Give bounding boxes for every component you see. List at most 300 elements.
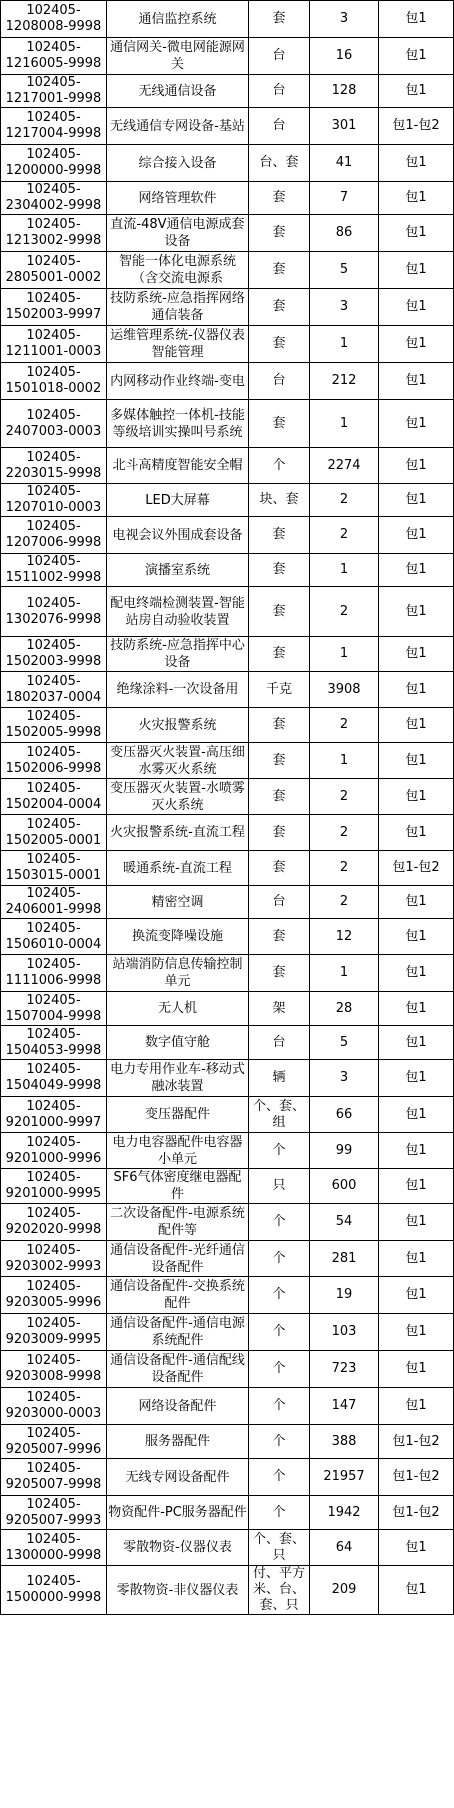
quantity-cell: 1 (310, 955, 379, 992)
table-row (1, 1204, 454, 1241)
material-code-line: 102405- (26, 595, 81, 611)
package-cell: 包1 (379, 448, 454, 484)
material-code-line: 1217004-9998 (5, 126, 102, 141)
material-code-cell (1, 1566, 107, 1615)
unit-cell: 套 (249, 182, 310, 215)
material-code-line: 102405- (26, 1134, 81, 1150)
quantity-cell: 281 (310, 1241, 379, 1277)
quantity-cell: 2 (310, 886, 379, 919)
material-code-cell (1, 215, 107, 252)
quantity-cell: 28 (310, 992, 379, 1026)
table-row (1, 517, 454, 554)
package-cell: 包1 (379, 363, 454, 400)
quantity-cell: 2 (310, 815, 379, 851)
material-name-cell: 通信设备配件-通信配线设备配件 (107, 1351, 249, 1388)
table-row (1, 815, 454, 851)
material-code-cell (1, 108, 107, 145)
material-code-line: 102405- (26, 1353, 81, 1368)
unit-cell: 只 (249, 1169, 310, 1204)
quantity-cell: 212 (310, 363, 379, 400)
table-row (1, 743, 454, 779)
material-code-cell (1, 1097, 107, 1133)
material-code-line: 102405- (26, 1316, 81, 1331)
material-code-line: 102405- (26, 638, 81, 653)
material-code-cell (1, 554, 107, 587)
package-cell: 包1 (379, 182, 454, 215)
package-cell: 包1 (379, 1026, 454, 1060)
table-row (1, 1169, 454, 1204)
material-name-cell: 无线通信设备 (107, 75, 249, 108)
material-name-cell: 通信设备配件-通信电源系统配件 (107, 1314, 249, 1351)
table-row (1, 400, 454, 448)
unit-cell: 台 (249, 363, 310, 400)
material-code-cell (1, 145, 107, 182)
material-code-line: 1213002-9998 (5, 233, 102, 248)
package-cell: 包1 (379, 484, 454, 517)
package-cell: 包1 (379, 955, 454, 992)
material-code-line: 102405- (26, 147, 81, 162)
package-cell: 包1 (379, 1530, 454, 1566)
material-code-line: 102405- (26, 1425, 81, 1441)
unit-cell: 套 (249, 637, 310, 672)
material-name-cell: 换流变降噪设施 (107, 919, 249, 955)
quantity-cell: 5 (310, 252, 379, 289)
material-code-cell (1, 252, 107, 289)
material-code-line: 102405- (26, 110, 81, 125)
quantity-cell: 2274 (310, 448, 379, 484)
quantity-cell: 2 (310, 517, 379, 554)
material-code-line: 1503015-0001 (5, 868, 102, 883)
table-row (1, 587, 454, 637)
table-row (1, 1459, 454, 1496)
quantity-cell: 301 (310, 108, 379, 145)
unit-cell: 套 (249, 779, 310, 815)
material-code-cell (1, 38, 107, 75)
material-code-line: 102405- (26, 254, 81, 269)
package-cell: 包1-包2 (379, 108, 454, 145)
table-row (1, 1425, 454, 1459)
material-code-line: 1802037-0004 (5, 689, 102, 705)
material-code-line: 1501018-0002 (5, 381, 102, 396)
unit-cell: 个 (249, 1133, 310, 1169)
material-name-cell: 变压器配件 (107, 1097, 249, 1133)
material-code-cell (1, 484, 107, 517)
material-code-line: 1502003-9998 (5, 654, 102, 669)
material-code-line: 102405- (26, 217, 81, 232)
quantity-cell: 2 (310, 851, 379, 886)
unit-cell: 套 (249, 517, 310, 554)
material-code-cell (1, 708, 107, 743)
material-code-line: 102405- (26, 365, 81, 380)
material-code-line: 9203008-9998 (5, 1369, 102, 1384)
table-row (1, 554, 454, 587)
material-name-cell: 通信监控系统 (107, 1, 249, 38)
unit-cell: 套 (249, 554, 310, 587)
material-code-line: 9202020-9998 (5, 1222, 102, 1237)
material-code-cell (1, 1133, 107, 1169)
quantity-cell: 99 (310, 1133, 379, 1169)
unit-cell: 台 (249, 886, 310, 919)
package-cell: 包1 (379, 1388, 454, 1425)
material-code-cell (1, 400, 107, 448)
table-row (1, 448, 454, 484)
quantity-cell: 1 (310, 743, 379, 779)
table-row (1, 215, 454, 252)
unit-cell: 套 (249, 215, 310, 252)
material-name-cell: 零散物资-非仪器仪表 (107, 1566, 249, 1615)
quantity-cell: 209 (310, 1566, 379, 1615)
unit-cell: 台 (249, 38, 310, 75)
material-code-cell (1, 326, 107, 363)
unit-cell: 付、平方米、台、套、只 (249, 1566, 310, 1615)
material-code-line: 9203009-9995 (5, 1332, 102, 1347)
quantity-cell: 147 (310, 1388, 379, 1425)
material-code-line: 9203002-9993 (5, 1258, 102, 1274)
material-code-cell (1, 955, 107, 992)
table-row (1, 992, 454, 1026)
material-code-cell (1, 182, 107, 215)
table-row (1, 1496, 454, 1530)
quantity-cell: 1 (310, 637, 379, 672)
unit-cell: 套 (249, 252, 310, 289)
material-name-cell: 配电终端检测装置-智能站房自动验收装置 (107, 587, 249, 637)
material-name-cell: 北斗高精度智能安全帽 (107, 448, 249, 484)
package-cell: 包1 (379, 1, 454, 38)
material-code-cell (1, 1351, 107, 1388)
table-row (1, 1133, 454, 1169)
material-code-line: 102405- (26, 407, 81, 423)
unit-cell: 个 (249, 1241, 310, 1277)
unit-cell: 个 (249, 1277, 310, 1314)
unit-cell: 台 (249, 75, 310, 108)
unit-cell: 套 (249, 955, 310, 992)
material-code-line: 2203015-9998 (5, 465, 102, 481)
table-row (1, 1, 454, 38)
table-row (1, 484, 454, 517)
table-row (1, 919, 454, 955)
quantity-cell: 2 (310, 587, 379, 637)
quantity-cell: 1 (310, 400, 379, 448)
unit-cell: 个、套、组 (249, 1097, 310, 1133)
table-row (1, 708, 454, 743)
material-name-cell: 网络管理软件 (107, 182, 249, 215)
material-code-cell (1, 1388, 107, 1425)
material-name-cell: 无人机 (107, 992, 249, 1026)
material-code-line: 1300000-9998 (5, 1547, 102, 1563)
table-row (1, 363, 454, 400)
material-code-line: 9201000-9996 (5, 1150, 102, 1166)
material-code-line: 1502004-0004 (5, 796, 102, 812)
material-code-line: 1502005-9998 (5, 725, 102, 740)
quantity-cell: 16 (310, 38, 379, 75)
material-name-cell: 数字值守舱 (107, 1026, 249, 1060)
material-code-line: 102405- (26, 709, 81, 724)
package-cell: 包1 (379, 145, 454, 182)
table-row (1, 75, 454, 108)
material-code-cell (1, 1496, 107, 1530)
material-name-cell: 多媒体触控一体机-技能等级培训实操叫号系统 (107, 400, 249, 448)
package-cell: 包1 (379, 554, 454, 587)
package-cell: 包1-包2 (379, 1459, 454, 1496)
material-code-cell (1, 637, 107, 672)
material-code-line: 1504053-9998 (5, 1042, 102, 1058)
package-cell: 包1 (379, 1241, 454, 1277)
material-code-line: 1506010-0004 (5, 936, 102, 952)
unit-cell: 个、套、只 (249, 1530, 310, 1566)
material-code-cell (1, 448, 107, 484)
quantity-cell: 3 (310, 289, 379, 326)
material-code-line: 102405- (26, 1531, 81, 1547)
material-code-line: 102405- (26, 1461, 81, 1476)
material-code-line: 102405- (26, 1170, 81, 1185)
material-name-cell: SF6气体密度继电器配件 (107, 1169, 249, 1204)
package-cell: 包1 (379, 38, 454, 75)
material-code-line: 102405- (26, 1242, 81, 1258)
unit-cell: 套 (249, 815, 310, 851)
material-name-cell: 电力专用作业车-移动式融冰装置 (107, 1060, 249, 1097)
table-row (1, 1026, 454, 1060)
package-cell: 包1 (379, 886, 454, 919)
material-code-cell (1, 1425, 107, 1459)
package-cell: 包1 (379, 815, 454, 851)
quantity-cell: 12 (310, 919, 379, 955)
material-name-cell: 运维管理系统-仪器仪表智能管理 (107, 326, 249, 363)
material-code-line: 2406001-9998 (5, 902, 102, 917)
quantity-cell: 21957 (310, 1459, 379, 1496)
material-name-cell: 演播室系统 (107, 554, 249, 587)
material-name-cell: 站端消防信息传输控制单元 (107, 955, 249, 992)
unit-cell: 个 (249, 1388, 310, 1425)
material-code-line: 2304002-9998 (5, 198, 102, 213)
package-cell: 包1 (379, 289, 454, 326)
material-code-cell (1, 992, 107, 1026)
quantity-cell: 3 (310, 1060, 379, 1097)
material-code-line: 102405- (26, 1390, 81, 1405)
unit-cell: 套 (249, 708, 310, 743)
unit-cell: 块、套 (249, 484, 310, 517)
material-code-line: 1502006-9998 (5, 760, 102, 776)
material-code-line: 1511002-9998 (5, 570, 102, 585)
material-code-cell (1, 1204, 107, 1241)
unit-cell: 套 (249, 289, 310, 326)
quantity-cell: 600 (310, 1169, 379, 1204)
material-code-cell (1, 363, 107, 400)
material-code-line: 1507004-9998 (5, 1008, 102, 1024)
table-row (1, 1060, 454, 1097)
unit-cell: 个 (249, 1425, 310, 1459)
material-code-line: 1502005-0001 (5, 832, 102, 848)
table-row (1, 1097, 454, 1133)
package-cell: 包1 (379, 1566, 454, 1615)
material-name-cell: 服务器配件 (107, 1425, 249, 1459)
material-code-line: 1216005-9998 (5, 56, 102, 71)
material-code-cell (1, 1530, 107, 1566)
table-row (1, 955, 454, 992)
material-code-cell (1, 886, 107, 919)
material-name-cell: 二次设备配件-电源系统配件等 (107, 1204, 249, 1241)
table-row (1, 779, 454, 815)
table-row (1, 1530, 454, 1566)
material-name-cell: 通信设备配件-交换系统配件 (107, 1277, 249, 1314)
material-code-line: 102405- (26, 744, 81, 760)
material-name-cell: 网络设备配件 (107, 1388, 249, 1425)
quantity-cell: 7 (310, 182, 379, 215)
material-code-cell (1, 672, 107, 708)
table-row (1, 38, 454, 75)
quantity-cell: 66 (310, 1097, 379, 1133)
material-name-cell: 绝缘涂料-一次设备用 (107, 672, 249, 708)
material-name-cell: 综合接入设备 (107, 145, 249, 182)
package-cell: 包1 (379, 326, 454, 363)
material-name-cell: 变压器灭火装置-水喷雾灭火系统 (107, 779, 249, 815)
material-code-line: 9205007-9998 (5, 1477, 102, 1492)
quantity-cell: 1 (310, 554, 379, 587)
unit-cell: 台 (249, 108, 310, 145)
material-name-cell: 通信网关-微电网能源网关 (107, 38, 249, 75)
material-code-cell (1, 1459, 107, 1496)
material-code-line: 1211001-0003 (5, 344, 102, 359)
material-code-line: 102405- (26, 957, 81, 972)
material-code-line: 2805001-0002 (5, 270, 102, 285)
table-row (1, 289, 454, 326)
table-row (1, 252, 454, 289)
unit-cell: 套 (249, 400, 310, 448)
package-cell: 包1 (379, 672, 454, 708)
material-name-cell: 精密空调 (107, 886, 249, 919)
table-row (1, 851, 454, 886)
material-code-cell (1, 815, 107, 851)
quantity-cell: 1942 (310, 1496, 379, 1530)
material-code-line: 1502003-9997 (5, 307, 102, 322)
package-cell: 包1 (379, 708, 454, 743)
material-name-cell: LED大屏幕 (107, 484, 249, 517)
package-cell: 包1 (379, 400, 454, 448)
package-cell: 包1 (379, 1169, 454, 1204)
material-code-cell (1, 1060, 107, 1097)
unit-cell: 套 (249, 919, 310, 955)
material-code-line: 102405- (26, 816, 81, 832)
table-row (1, 1388, 454, 1425)
material-code-line: 102405- (26, 1574, 81, 1589)
material-code-cell (1, 1314, 107, 1351)
material-code-line: 102405- (26, 182, 81, 197)
table-row (1, 637, 454, 672)
material-name-cell: 变压器灭火装置-高压细水雾灭火系统 (107, 743, 249, 779)
material-code-cell (1, 1169, 107, 1204)
materials-table-body (1, 1, 454, 1615)
table-row (1, 886, 454, 919)
table-row (1, 1277, 454, 1314)
unit-cell: 个 (249, 1496, 310, 1530)
quantity-cell: 41 (310, 145, 379, 182)
material-code-line: 1200000-9998 (5, 163, 102, 178)
unit-cell: 千克 (249, 672, 310, 708)
unit-cell: 个 (249, 448, 310, 484)
quantity-cell: 5 (310, 1026, 379, 1060)
material-code-line: 1208008-9998 (5, 19, 102, 34)
package-cell: 包1-包2 (379, 1425, 454, 1459)
package-cell: 包1 (379, 517, 454, 554)
material-name-cell: 直流-48V通信电源成套设备 (107, 215, 249, 252)
material-code-cell (1, 517, 107, 554)
unit-cell: 个 (249, 1314, 310, 1351)
material-code-line: 9203000-0003 (5, 1406, 102, 1421)
material-code-line: 102405- (26, 1026, 81, 1042)
package-cell: 包1 (379, 75, 454, 108)
table-row (1, 1566, 454, 1615)
table-row (1, 182, 454, 215)
table-row (1, 1241, 454, 1277)
package-cell: 包1 (379, 215, 454, 252)
package-cell: 包1 (379, 779, 454, 815)
material-name-cell: 电力电容器配件电容器小单元 (107, 1133, 249, 1169)
material-code-line: 102405- (26, 554, 81, 569)
material-name-cell: 火灾报警系统-直流工程 (107, 815, 249, 851)
material-code-line: 102405- (26, 673, 81, 689)
material-name-cell: 物资配件-PC服务器配件 (107, 1496, 249, 1530)
table-row (1, 672, 454, 708)
material-code-line: 102405- (26, 886, 81, 901)
material-code-cell (1, 743, 107, 779)
material-code-cell (1, 851, 107, 886)
unit-cell: 套 (249, 587, 310, 637)
quantity-cell: 103 (310, 1314, 379, 1351)
material-name-cell: 无线通信专网设备-基站 (107, 108, 249, 145)
material-code-line: 102405- (26, 484, 81, 499)
package-cell: 包1 (379, 637, 454, 672)
unit-cell: 套 (249, 326, 310, 363)
package-cell: 包1-包2 (379, 1496, 454, 1530)
quantity-cell: 3908 (310, 672, 379, 708)
material-code-cell (1, 779, 107, 815)
material-name-cell: 电视会议外围成套设备 (107, 517, 249, 554)
table-row (1, 108, 454, 145)
unit-cell: 套 (249, 851, 310, 886)
quantity-cell: 1 (310, 326, 379, 363)
package-cell: 包1 (379, 587, 454, 637)
material-code-line: 1217001-9998 (5, 91, 102, 106)
package-cell: 包1 (379, 1060, 454, 1097)
material-code-cell (1, 1241, 107, 1277)
material-name-cell: 技防系统-应急指挥中心设备 (107, 637, 249, 672)
material-code-line: 102405- (26, 1098, 81, 1114)
quantity-cell: 388 (310, 1425, 379, 1459)
material-code-line: 1111006-9998 (5, 973, 102, 988)
material-code-line: 1207010-0003 (5, 500, 102, 515)
material-code-cell (1, 75, 107, 108)
material-code-line: 9203005-9996 (5, 1295, 102, 1310)
package-cell: 包1 (379, 1133, 454, 1169)
quantity-cell: 723 (310, 1351, 379, 1388)
unit-cell: 套 (249, 1, 310, 38)
material-code-cell (1, 919, 107, 955)
material-code-cell (1, 1, 107, 38)
package-cell: 包1 (379, 992, 454, 1026)
material-code-line: 9201000-9997 (5, 1114, 102, 1130)
material-code-line: 102405- (26, 449, 81, 465)
material-name-cell: 内网移动作业终端-变电 (107, 363, 249, 400)
unit-cell: 个 (249, 1351, 310, 1388)
material-name-cell: 暖通系统-直流工程 (107, 851, 249, 886)
material-code-line: 102405- (26, 291, 81, 306)
quantity-cell: 19 (310, 1277, 379, 1314)
material-code-line: 102405- (26, 992, 81, 1008)
table-row (1, 1351, 454, 1388)
material-code-line: 102405- (26, 1496, 81, 1512)
material-code-line: 102405- (26, 780, 81, 796)
table-row (1, 326, 454, 363)
package-cell: 包1 (379, 252, 454, 289)
